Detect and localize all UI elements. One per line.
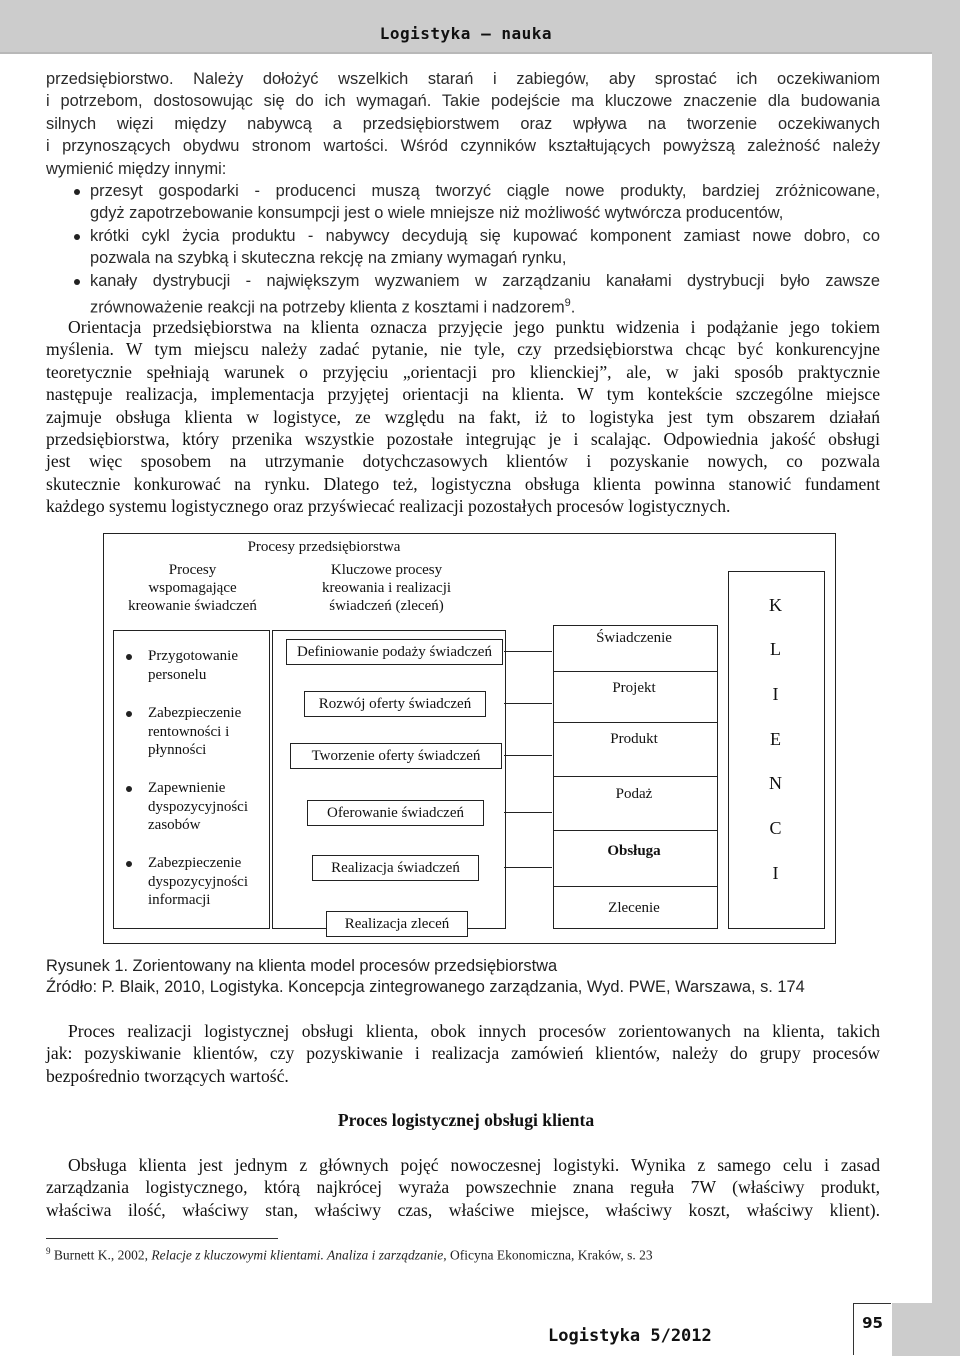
header-line: wspomagające (148, 580, 237, 596)
process-box: Realizacja zleceń (326, 911, 468, 937)
list-item (46, 225, 880, 270)
footnote-author: Burnett K., 2002, (53, 1247, 148, 1263)
connector-line (504, 812, 552, 813)
support-processes-header (110, 561, 275, 615)
key-processes-header (284, 561, 489, 615)
item-line: zasobów (148, 817, 201, 833)
process-box: Realizacja świadczeń (312, 855, 479, 881)
section-heading: Proces logistycznej obsługi klienta (337, 1110, 595, 1130)
footnote-number: 9 (46, 1246, 51, 1256)
list-item (46, 270, 880, 319)
item-line: dyspozycyjności (148, 873, 248, 890)
bullet-icon (74, 189, 80, 195)
text-line: i przynoszących obydwu stronom wartości. Wśród czynników kształtujących powyższą zależność należy (46, 137, 880, 156)
output-label: Obsługa (607, 843, 661, 859)
text-line: pozwala na szybką i skuteczna rekcję na zmiany wymagań rynku, (90, 249, 567, 268)
separator (553, 671, 717, 672)
intro-paragraph (46, 68, 880, 180)
figure-source: Źródło: P. Blaik, 2010, Logistyka. Koncepcja zintegrowanego zarządzania, Wyd. PWE, Warszawa, s. 174 (46, 978, 805, 996)
text-line: Obsługa klienta jest jednym z głównych pojęć nowoczesnej logistyki. Wynika z samego celu i zasad (68, 1155, 880, 1175)
header-line: Kluczowe procesy (330, 562, 443, 578)
header-line: kreowania i realizacji (321, 580, 452, 596)
bullet-icon (74, 234, 80, 240)
client-letter: C (769, 818, 782, 838)
connector-line (504, 651, 552, 652)
text-line: następuje realizacja, implementacja przyjętej orientacji na klienta. W tym kontekście szczególne miejsce (46, 384, 880, 405)
footnote-rule (46, 1238, 278, 1239)
text-line: teoretycznie spełniają warunek o przyjęciu „orientacji pro klienckiej”, ale, w jaki sposób praktycznie (46, 361, 880, 382)
footnote-rest: , Oficyna Ekonomiczna, Kraków, s. 23 (443, 1247, 653, 1263)
text-line: wymienić między innymi: (46, 159, 227, 178)
client-letter: I (772, 863, 779, 883)
text-line: właściwa ilość, właściwy stan, właściwy czas, właściwe miejsce, właściwy koszt, właściwy klient). (46, 1199, 880, 1220)
diagram-title: Procesy przedsiębiorstwa (247, 539, 401, 555)
item-line: Zabezpieczenie (148, 705, 242, 721)
process-box: Definiowanie podaży świadczeń (286, 639, 503, 665)
footer-shade (892, 1303, 932, 1356)
client-letter: L (770, 639, 781, 659)
footer-issue-title: Logistyka 5/2012 (548, 1326, 712, 1346)
connector-line (504, 703, 552, 704)
text-line: jak: pozyskiwanie klientów, czy pozyskiwanie i realizacja zamówień klientów, należy do grupy procesów (46, 1043, 880, 1064)
bullet-icon (126, 861, 132, 867)
bullet-icon (126, 654, 132, 660)
factors-list (46, 180, 880, 319)
text-line: silnych więzi między nabywcą a przedsiębiorstwem oraz wpływa na tworzenie oczekiwanych (46, 114, 880, 133)
separator (553, 830, 717, 831)
text-line: krótki cykl życia produktu - nabywcy decydują się kupować komponent zamiast nowe dobro, co (90, 226, 880, 245)
text-segment: zrównoważenie reakcji na potrzeby klienta z kosztami i nadzorem (90, 298, 565, 317)
support-item (122, 779, 278, 835)
text-line: każdego systemu logistycznego oraz przyświecać realizacji pozostałych procesów logistycznych. (46, 496, 731, 517)
bullet-icon (74, 279, 80, 285)
text-segment: . (570, 298, 576, 317)
item-line: personelu (148, 666, 207, 683)
separator (553, 886, 717, 887)
text-line: gdyż zapotrzebowanie konsumpcji jest o wiele mniejsze niż możliwość wytwórcza producentów, (90, 204, 784, 223)
header-bar (0, 0, 960, 54)
bullet-icon (126, 711, 132, 717)
item-line: dyspozycyjności (148, 798, 248, 815)
item-line: Zapewnienie (148, 780, 226, 796)
item-line: płynności (148, 742, 207, 758)
item-line: Przygotowanie (148, 648, 238, 664)
text-line: Orientacja przedsiębiorstwa na klienta oznacza przyjęcie jego punktu widzenia i podążanie jego tokiem (68, 317, 880, 337)
header-line: świadczeń (zleceń) (329, 598, 444, 614)
client-letter: N (769, 773, 782, 793)
footnote (46, 1246, 653, 1264)
separator (553, 722, 717, 723)
client-letter: K (769, 595, 782, 615)
text-line: kanały dystrybucji - największym wyzwaniem w zarządzaniu kanałami dystrybucji było zawsze (90, 271, 880, 290)
bullet-icon (126, 786, 132, 792)
page-number: 95 (853, 1303, 891, 1355)
support-item (122, 854, 278, 910)
text-line: Proces realizacji logistycznej obsługi klienta, obok innych procesów zorientowanych na klienta, takich (68, 1021, 880, 1041)
paragraph-orientation (46, 316, 880, 518)
support-item (122, 647, 278, 684)
journal-section-title: Logistyka – nauka (379, 24, 552, 43)
text-line (90, 292, 880, 319)
output-label: Projekt (612, 680, 656, 696)
footnote-ref: 9 (564, 297, 571, 310)
header-line: Procesy (168, 562, 217, 578)
separator (553, 776, 717, 777)
output-label: Produkt (610, 731, 658, 747)
figure-caption: Rysunek 1. Zorientowany na klienta model procesów przedsiębiorstwa (46, 957, 558, 975)
item-line: Zabezpieczenie (148, 855, 242, 871)
support-item (122, 704, 278, 760)
item-line: rentowności i (148, 723, 230, 740)
text-line: przesyt gospodarki - producenci muszą tworzyć ciągle nowe produkty, bardziej zróżnicowane, (90, 182, 880, 200)
text-line: przedsiębiorstwo. Należy dołożyć wszelkich starań i zabiegów, aby sprostać ich oczekiwaniom (46, 70, 880, 88)
paragraph-process (46, 1020, 880, 1087)
text-line: zarządzania logistycznego, którą najkrócej wyraża powszechnie znana reguła 7W (właściwy produkt, (46, 1177, 880, 1198)
text-line: jest więc sposobem na utrzymanie dotychczasowych klientów i pozyskanie nowych, co pozwala (46, 451, 880, 472)
process-box: Tworzenie oferty świadczeń (290, 743, 502, 769)
process-model-diagram (103, 533, 836, 944)
key-processes-column (272, 630, 506, 929)
process-box: Rozwój oferty świadczeń (304, 691, 486, 717)
text-line: myślenia. W tym miejscu należy zadać pytanie, nie tyle, czy przedsiębiorstwa chcąc być konkurencyjne (46, 339, 880, 360)
item-line: informacji (148, 892, 211, 908)
text-line: bezpośrednio tworzących wartość. (46, 1065, 289, 1086)
connector-line (504, 867, 552, 868)
client-letter: E (770, 729, 781, 749)
output-label: Zlecenie (608, 900, 660, 916)
right-margin-strip (932, 52, 960, 1356)
text-line: i potrzebom, dostosowując się do ich wymagań. Takie podejście ma kluczowe znaczenie dla budowania (46, 92, 880, 111)
footnote-title: Relacje z kluczowymi klientami. Analiza i zarządzanie (151, 1247, 444, 1263)
output-label: Świadczenie (596, 630, 672, 646)
output-label: Podaż (615, 786, 653, 802)
connector-line (504, 755, 552, 756)
text-line: skutecznie konkurować na rynku. Dlatego też, logistyczna obsługa klienta powinna stanowić fundament (46, 473, 880, 494)
text-line: zajmuje obsługa klienta w logistyce, ze względu na fakt, iż to logistyka jest tym obszarem działań (46, 406, 880, 427)
list-item (46, 180, 880, 225)
header-line: kreowanie świadczeń (128, 598, 257, 614)
text-line: przedsiębiorstwa, który przenika wszystkie pozostałe integrując je i scalając. Odpowiednia jakość obsługi (46, 429, 880, 450)
client-letter: I (772, 684, 779, 704)
paragraph-customer-service (46, 1154, 880, 1221)
process-box: Oferowanie świadczeń (307, 800, 484, 826)
